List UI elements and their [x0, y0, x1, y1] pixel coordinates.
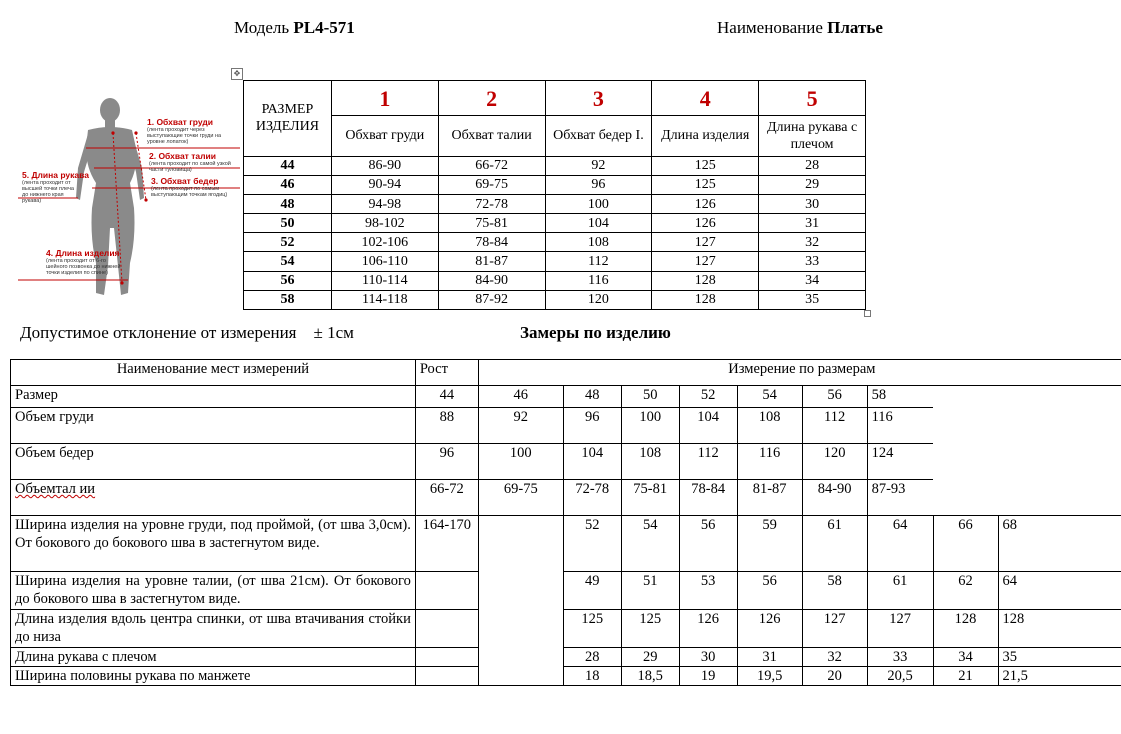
value-cell: 28 [759, 156, 866, 175]
measurement-value: 20,5 [867, 667, 933, 686]
reference-value: 66-72 [415, 480, 478, 516]
value-cell: 33 [759, 252, 866, 271]
value-cell: 108 [545, 233, 652, 252]
model-label: Модель [234, 18, 290, 37]
reference-value: 81-87 [737, 480, 802, 516]
measurement-value: 126 [679, 610, 737, 648]
measurement-value: 21 [933, 667, 998, 686]
size-row [244, 271, 866, 290]
value-cell: 34 [759, 271, 866, 290]
table-move-handle-icon[interactable]: ✥ [231, 68, 243, 80]
height-cell: 164-170 [415, 516, 478, 572]
reference-label: Размер [11, 386, 416, 408]
value-cell: 128 [652, 271, 759, 290]
value-cell: 90-94 [331, 175, 438, 194]
reference-value: 48 [563, 386, 621, 408]
reference-value: 88 [415, 408, 478, 444]
column-header: Обхват талии [438, 116, 545, 156]
reference-value: 112 [802, 408, 867, 444]
column-header: Обхват груди [331, 116, 438, 156]
value-cell: 128 [652, 290, 759, 309]
value-cell: 96 [545, 175, 652, 194]
reference-row [11, 408, 1121, 444]
measurement-value: 34 [933, 648, 998, 667]
value-cell: 104 [545, 214, 652, 233]
value-cell: 125 [652, 156, 759, 175]
value-cell: 110-114 [331, 271, 438, 290]
measurement-value: 51 [621, 572, 679, 610]
reference-value: 116 [867, 408, 933, 444]
product-name-value: Платье [827, 18, 883, 37]
reference-value: 120 [802, 444, 867, 480]
height-header: Рост [415, 360, 478, 386]
size-cell: 52 [244, 233, 332, 252]
value-cell: 114-118 [331, 290, 438, 309]
product-measurements-table [10, 359, 1121, 686]
measurement-value: 56 [679, 516, 737, 572]
measurement-name: Ширина изделия на уровне груди, под проймой, (от шва 3,0см). От бокового до бокового шва в застегнутом виде. [11, 516, 416, 572]
measurement-value: 62 [933, 572, 998, 610]
measurement-value: 20 [802, 667, 867, 686]
value-cell: 120 [545, 290, 652, 309]
measurement-row [11, 648, 1121, 667]
measurement-value: 64 [998, 572, 1121, 610]
table-resize-handle[interactable] [864, 310, 871, 317]
column-header: Обхват бедер I. [545, 116, 652, 156]
value-cell: 75-81 [438, 214, 545, 233]
column-header: Длина рукава с плечом [759, 116, 866, 156]
reference-value: 75-81 [621, 480, 679, 516]
value-cell: 78-84 [438, 233, 545, 252]
column-number: 2 [438, 81, 545, 116]
measurement-value: 31 [737, 648, 802, 667]
reference-row [11, 480, 1121, 516]
callout-waist: 2. Обхват талии (лента проходит по самой узкой части туловища) [149, 151, 231, 173]
value-cell: 116 [545, 271, 652, 290]
callout-sleeve: 5. Длина рукава (лента проходит от высшей точки плеча до нижнего края рукава) [22, 170, 89, 204]
reference-label: Объемтал ии [11, 480, 416, 516]
measurement-value: 19 [679, 667, 737, 686]
size-row [244, 233, 866, 252]
reference-value: 78-84 [679, 480, 737, 516]
size-cell: 54 [244, 252, 332, 271]
measurement-row [11, 667, 1121, 686]
value-cell: 69-75 [438, 175, 545, 194]
measurement-value: 32 [802, 648, 867, 667]
measurement-value: 128 [998, 610, 1121, 648]
measurement-value: 127 [867, 610, 933, 648]
size-chart-table [243, 80, 866, 310]
value-cell: 92 [545, 156, 652, 175]
measurement-value: 126 [737, 610, 802, 648]
measurement-value: 68 [998, 516, 1121, 572]
callout-chest: 1. Обхват груди (лента проходит через выступающие точки груди на уровне лопаток) [147, 117, 222, 145]
reference-value: 104 [563, 444, 621, 480]
reference-value: 46 [478, 386, 563, 408]
measurement-row [11, 610, 1121, 648]
size-row [244, 156, 866, 175]
reference-value: 54 [737, 386, 802, 408]
value-cell: 126 [652, 214, 759, 233]
sizes-header: Измерение по размерам [478, 360, 1121, 386]
size-cell: 46 [244, 175, 332, 194]
value-cell: 29 [759, 175, 866, 194]
size-cell: 58 [244, 290, 332, 309]
measurement-value: 33 [867, 648, 933, 667]
reference-value: 69-75 [478, 480, 563, 516]
column-number: 3 [545, 81, 652, 116]
measurement-value: 35 [998, 648, 1121, 667]
empty-cell [478, 572, 563, 610]
empty-cell [478, 516, 563, 572]
reference-value: 108 [737, 408, 802, 444]
column-number: 4 [652, 81, 759, 116]
reference-value: 100 [478, 444, 563, 480]
column-number: 1 [331, 81, 438, 116]
reference-value: 104 [679, 408, 737, 444]
measurement-value: 54 [621, 516, 679, 572]
measurement-name: Ширина изделия на уровне талии, (от шва 21см). От бокового до бокового шва в застегнутом виде. [11, 572, 416, 610]
column-number: 5 [759, 81, 866, 116]
value-cell: 86-90 [331, 156, 438, 175]
value-cell: 102-106 [331, 233, 438, 252]
measurement-value: 125 [621, 610, 679, 648]
tolerance-note [20, 323, 354, 343]
measurement-value: 53 [679, 572, 737, 610]
value-cell: 112 [545, 252, 652, 271]
reference-value: 50 [621, 386, 679, 408]
size-row [244, 194, 866, 213]
measurement-value: 127 [802, 610, 867, 648]
reference-value: 84-90 [802, 480, 867, 516]
measurement-value: 61 [802, 516, 867, 572]
measurement-name: Длина рукава с плечом [11, 648, 416, 667]
measurement-value: 18 [563, 667, 621, 686]
value-cell: 126 [652, 194, 759, 213]
measurement-value: 21,5 [998, 667, 1121, 686]
measurement-name: Длина изделия вдоль центра спинки, от шва втачивания стойки до низа [11, 610, 416, 648]
value-cell: 81-87 [438, 252, 545, 271]
reference-value: 96 [415, 444, 478, 480]
value-cell: 87-92 [438, 290, 545, 309]
reference-value: 56 [802, 386, 867, 408]
measurement-value: 49 [563, 572, 621, 610]
measurement-value: 19,5 [737, 667, 802, 686]
reference-row [11, 386, 1121, 408]
measurement-value: 56 [737, 572, 802, 610]
height-cell [415, 610, 478, 648]
value-cell: 84-90 [438, 271, 545, 290]
measurement-name: Ширина половины рукава по манжете [11, 667, 416, 686]
reference-value: 72-78 [563, 480, 621, 516]
size-cell: 50 [244, 214, 332, 233]
measurement-value: 128 [933, 610, 998, 648]
size-row [244, 214, 866, 233]
measurement-value: 61 [867, 572, 933, 610]
measure-name-header: Наименование мест измерений [11, 360, 416, 386]
value-cell: 100 [545, 194, 652, 213]
size-cell: 48 [244, 194, 332, 213]
size-cell: 44 [244, 156, 332, 175]
product-name-label: Наименование [717, 18, 823, 37]
reference-label: Объем бедер [11, 444, 416, 480]
model-heading [234, 18, 355, 38]
measurement-row [11, 516, 1121, 572]
value-cell: 127 [652, 233, 759, 252]
reference-value: 44 [415, 386, 478, 408]
measurement-value: 59 [737, 516, 802, 572]
measurement-value: 29 [621, 648, 679, 667]
measurement-value: 58 [802, 572, 867, 610]
empty-cell [478, 648, 563, 667]
height-cell [415, 667, 478, 686]
value-cell: 106-110 [331, 252, 438, 271]
value-cell: 31 [759, 214, 866, 233]
reference-value: 92 [478, 408, 563, 444]
reference-value: 87-93 [867, 480, 933, 516]
measurement-value: 66 [933, 516, 998, 572]
body-measurement-figure [18, 88, 240, 308]
measurement-value: 125 [563, 610, 621, 648]
reference-row [11, 444, 1121, 480]
empty-cell [478, 667, 563, 686]
measurement-value: 28 [563, 648, 621, 667]
empty-cell [478, 610, 563, 648]
value-cell: 125 [652, 175, 759, 194]
measurement-value: 18,5 [621, 667, 679, 686]
size-row [244, 290, 866, 309]
size-row [244, 252, 866, 271]
value-cell: 72-78 [438, 194, 545, 213]
reference-label: Объем груди [11, 408, 416, 444]
measurement-value: 52 [563, 516, 621, 572]
value-cell: 127 [652, 252, 759, 271]
column-header: Длина изделия [652, 116, 759, 156]
value-cell: 32 [759, 233, 866, 252]
tolerance-label: Допустимое отклонение от измерения [20, 323, 297, 342]
size-column-header: РАЗМЕР ИЗДЕЛИЯ [244, 81, 332, 157]
reference-value: 112 [679, 444, 737, 480]
callout-length: 4. Длина изделия (лента проходит от 6-го шейного позвонка до нижней точки изделия по спине) [46, 248, 121, 276]
measurement-value: 64 [867, 516, 933, 572]
value-cell: 30 [759, 194, 866, 213]
value-cell: 35 [759, 290, 866, 309]
model-value: PL4-571 [293, 18, 355, 37]
value-cell: 66-72 [438, 156, 545, 175]
size-row [244, 175, 866, 194]
size-cell: 56 [244, 271, 332, 290]
tolerance-value: ± 1см [313, 323, 354, 342]
reference-value: 116 [737, 444, 802, 480]
reference-value: 52 [679, 386, 737, 408]
value-cell: 94-98 [331, 194, 438, 213]
measurement-value: 30 [679, 648, 737, 667]
reference-value: 58 [867, 386, 933, 408]
height-cell [415, 572, 478, 610]
reference-value: 108 [621, 444, 679, 480]
product-name-heading [717, 18, 883, 38]
reference-value: 124 [867, 444, 933, 480]
height-cell [415, 648, 478, 667]
product-measurements-title: Замеры по изделию [520, 323, 671, 342]
value-cell: 98-102 [331, 214, 438, 233]
callout-hips: 3. Обхват бедер (лента проходит по самым выступающим точкам ягодиц) [151, 176, 228, 198]
reference-value: 96 [563, 408, 621, 444]
reference-value: 100 [621, 408, 679, 444]
measurement-row [11, 572, 1121, 610]
